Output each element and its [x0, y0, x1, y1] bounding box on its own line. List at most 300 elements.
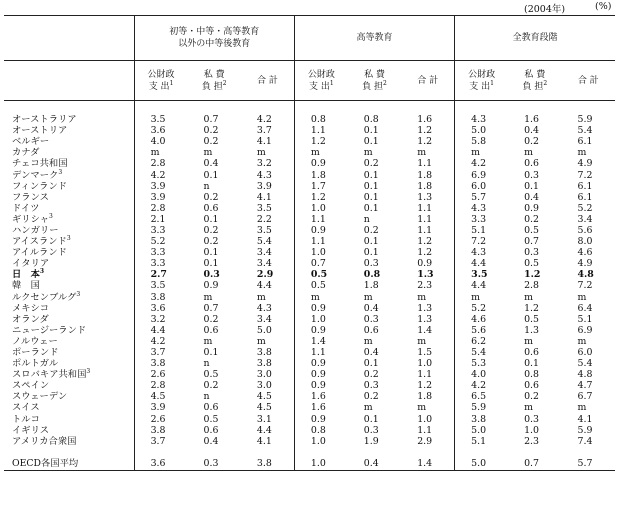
- value-cell: 0.9: [203, 280, 219, 292]
- table-row: [4, 114, 615, 125]
- value-cell: m: [134, 147, 187, 158]
- spacer-row: [4, 447, 615, 458]
- value-cell: 0.7: [203, 114, 219, 126]
- value-cell: 0.5: [524, 313, 540, 325]
- value-cell: 4.9: [577, 158, 593, 170]
- value-cell: 3.8: [134, 358, 187, 369]
- value-cell: 1.8: [417, 180, 433, 192]
- spacer-row: [4, 101, 615, 115]
- value-cell: 3.6: [134, 125, 187, 136]
- value-cell: 3.8: [455, 414, 508, 425]
- value-cell: 1.4: [294, 336, 347, 347]
- country-cell: フランス: [12, 191, 49, 203]
- group-header-tertiary: 高等教育: [294, 16, 454, 61]
- value-cell: 6.9: [455, 169, 508, 180]
- value-cell: 4.8: [577, 269, 594, 281]
- value-cell: m: [455, 147, 508, 158]
- value-cell: 2.8: [134, 158, 187, 169]
- value-cell: 3.9: [256, 180, 272, 192]
- value-cell: m: [294, 147, 347, 158]
- value-cell: 5.0: [455, 125, 508, 136]
- value-cell: 1.2: [417, 247, 433, 259]
- value-cell: 4.9: [577, 258, 593, 270]
- value-cell: 1.8: [417, 391, 433, 403]
- value-cell: 1.2: [417, 125, 433, 137]
- value-cell: 6.2: [455, 336, 508, 347]
- value-cell: 0.2: [203, 136, 219, 148]
- value-cell: 4.0: [455, 369, 508, 380]
- value-cell: 5.6: [577, 224, 593, 236]
- value-cell: 0.5: [294, 269, 347, 280]
- value-cell: 0.7: [508, 458, 561, 471]
- value-cell: 2.7: [134, 269, 187, 280]
- value-cell: 0.9: [294, 325, 347, 336]
- value-cell: 0.3: [363, 380, 379, 392]
- value-cell: 4.1: [256, 136, 272, 148]
- value-cell: 3.5: [256, 224, 272, 236]
- value-cell: 1.1: [417, 424, 433, 436]
- value-cell: 4.2: [455, 380, 508, 391]
- value-cell: m: [203, 335, 213, 347]
- value-cell: 1.6: [294, 391, 347, 402]
- value-cell: 0.6: [524, 380, 540, 392]
- value-cell: 7.2: [577, 280, 593, 292]
- value-cell: 0.1: [363, 191, 379, 203]
- sub-header-g2-c1: 私 費 負 担$^2$: [508, 61, 561, 101]
- value-cell: 5.0: [455, 425, 508, 436]
- sub-header-g2-c0: 公財政 支 出$^1$: [455, 61, 508, 101]
- value-cell: 0.1: [363, 358, 379, 370]
- sub-header-g0-c1: 私 費 負 担$^2$: [188, 61, 241, 101]
- value-cell: n: [203, 391, 210, 403]
- value-cell: 0.1: [363, 236, 379, 248]
- table-row: [4, 336, 615, 347]
- value-cell: 8.0: [577, 236, 593, 248]
- country-cell: イタリア: [12, 258, 50, 270]
- value-cell: 4.2: [134, 169, 187, 180]
- country-cell: ベルギー: [12, 136, 50, 148]
- value-cell: 0.2: [363, 158, 379, 170]
- value-cell: 2.9: [256, 269, 274, 281]
- table-row: [4, 192, 615, 203]
- value-cell: 1.0: [294, 458, 347, 471]
- value-cell: 3.5: [455, 269, 508, 280]
- value-cell: 0.2: [363, 224, 379, 236]
- value-cell: m: [256, 335, 266, 347]
- value-cell: 3.5: [134, 280, 187, 291]
- value-cell: 3.2: [134, 314, 187, 325]
- value-cell: 5.2: [577, 202, 593, 214]
- value-cell: 0.2: [524, 391, 540, 403]
- value-cell: m: [294, 292, 347, 303]
- value-cell: m: [417, 335, 427, 347]
- value-cell: 3.7: [134, 347, 187, 358]
- value-cell: 1.8: [294, 169, 347, 180]
- education-expenditure-table: [4, 15, 615, 471]
- value-cell: 3.9: [134, 181, 187, 192]
- value-cell: 4.3: [455, 203, 508, 214]
- value-cell: 1.2: [294, 136, 347, 147]
- value-cell: 5.8: [455, 136, 508, 147]
- value-cell: 0.4: [524, 191, 540, 203]
- value-cell: m: [256, 147, 266, 159]
- value-cell: 0.9: [417, 258, 433, 270]
- value-cell: 0.1: [363, 180, 379, 192]
- value-cell: 3.0: [256, 369, 272, 381]
- value-cell: 3.4: [256, 313, 272, 325]
- value-cell: m: [203, 291, 213, 303]
- country-cell: ルクセンブルグ$^3$: [12, 290, 81, 303]
- sub-header-g1-c0: 公財政 支 出$^1$: [294, 61, 347, 101]
- value-cell: 1.2: [417, 236, 433, 248]
- value-cell: 2.2: [256, 213, 272, 225]
- value-cell: 3.8: [134, 292, 187, 303]
- value-cell: 1.0: [294, 203, 347, 214]
- country-cell: カナダ: [12, 147, 40, 159]
- value-cell: 1.1: [294, 347, 347, 358]
- value-cell: m: [417, 147, 427, 159]
- value-cell: 0.9: [294, 358, 347, 369]
- value-cell: 1.0: [294, 436, 347, 447]
- table-row: [4, 125, 615, 136]
- value-cell: 7.2: [455, 236, 508, 247]
- value-cell: 0.1: [363, 202, 379, 214]
- country-cell: ノルウェー: [12, 335, 58, 347]
- value-cell: 1.9: [363, 435, 379, 447]
- value-cell: 1.6: [417, 114, 433, 126]
- table-row: [4, 292, 615, 303]
- country-cell: ハンガリー: [12, 224, 59, 236]
- value-cell: 0.2: [203, 191, 219, 203]
- value-cell: 6.1: [577, 191, 593, 203]
- value-cell: 6.1: [577, 136, 593, 148]
- value-cell: 0.1: [203, 169, 219, 181]
- value-cell: 3.4: [256, 258, 272, 270]
- value-cell: 6.4: [577, 302, 593, 314]
- value-cell: 0.2: [363, 391, 379, 403]
- value-cell: 1.1: [417, 158, 433, 170]
- value-cell: 4.2: [134, 336, 187, 347]
- value-cell: 0.6: [203, 324, 219, 336]
- value-cell: 0.8: [294, 425, 347, 436]
- value-cell: 4.6: [577, 247, 593, 259]
- value-cell: 2.6: [134, 369, 187, 380]
- value-cell: 4.0: [134, 136, 187, 147]
- country-cell: ポーランド: [12, 347, 59, 359]
- country-cell: スウェーデン: [12, 391, 68, 403]
- value-cell: 2.3: [524, 435, 540, 447]
- country-cell: ギリシャ$^3$: [12, 212, 53, 225]
- value-cell: 5.4: [256, 236, 272, 248]
- value-cell: 6.5: [455, 391, 508, 402]
- table-row: [4, 181, 615, 192]
- value-cell: m: [577, 335, 587, 347]
- value-cell: 0.1: [363, 169, 379, 181]
- value-cell: 6.0: [577, 347, 593, 359]
- value-cell: 0.6: [524, 347, 540, 359]
- value-cell: m: [363, 147, 373, 159]
- table-row: [4, 380, 615, 391]
- value-cell: m: [524, 335, 533, 347]
- value-cell: 5.2: [134, 236, 187, 247]
- value-cell: 0.4: [203, 435, 219, 447]
- table-row: [4, 258, 615, 269]
- value-cell: m: [524, 402, 533, 414]
- value-cell: 1.7: [294, 181, 347, 192]
- value-cell: m: [363, 291, 373, 303]
- value-cell: 1.1: [294, 125, 347, 136]
- value-cell: 3.3: [455, 214, 508, 225]
- value-cell: 6.1: [577, 180, 593, 192]
- value-cell: 6.7: [577, 391, 593, 403]
- value-cell: 0.9: [294, 380, 347, 391]
- table-row: [4, 136, 615, 147]
- value-cell: 1.5: [417, 347, 433, 359]
- value-cell: 1.3: [417, 269, 434, 281]
- value-cell: 0.9: [294, 369, 347, 380]
- value-cell: 6.9: [577, 324, 593, 336]
- value-cell: 2.8: [134, 380, 187, 391]
- value-cell: 4.3: [256, 302, 272, 314]
- table-row: [4, 325, 615, 336]
- table-row: [4, 169, 615, 180]
- value-cell: m: [203, 147, 213, 159]
- value-cell: 2.3: [417, 280, 433, 292]
- value-cell: n: [203, 358, 210, 370]
- value-cell: 3.8: [241, 458, 294, 471]
- group-header-all-levels: 全教育段階: [455, 16, 615, 61]
- country-cell: オランダ: [12, 313, 49, 325]
- country-cell: ポルトガル: [12, 358, 59, 370]
- value-cell: 0.9: [524, 202, 540, 214]
- sub-header-g1-c1: 私 費 負 担$^2$: [348, 61, 401, 101]
- value-cell: 0.4: [524, 125, 540, 137]
- value-cell: m: [577, 147, 587, 159]
- group-header-row: [4, 16, 615, 61]
- value-cell: 2.1: [134, 214, 187, 225]
- value-cell: 4.4: [256, 280, 272, 292]
- value-cell: 0.5: [203, 369, 219, 381]
- table-row: [4, 280, 615, 291]
- value-cell: 1.3: [417, 313, 433, 325]
- value-cell: 4.4: [256, 424, 272, 436]
- value-cell: 3.6: [134, 458, 187, 471]
- table-row: [4, 225, 615, 236]
- country-cell: 日 本$^3$: [12, 268, 45, 281]
- country-cell: アメリカ合衆国: [12, 435, 77, 447]
- country-cell: 韓 国: [12, 280, 40, 292]
- value-cell: 0.9: [294, 225, 347, 236]
- value-cell: 0.7: [294, 258, 347, 269]
- value-cell: 0.1: [203, 347, 219, 359]
- country-cell: アイルランド: [12, 247, 67, 259]
- value-cell: 5.4: [577, 358, 593, 370]
- value-cell: 4.2: [256, 114, 272, 126]
- value-cell: n: [203, 180, 210, 192]
- value-cell: 4.5: [256, 391, 272, 403]
- value-cell: 3.4: [256, 247, 272, 259]
- table-row: [4, 303, 615, 314]
- value-cell: 1.1: [294, 214, 347, 225]
- value-cell: m: [363, 335, 373, 347]
- value-cell: 1.1: [417, 224, 433, 236]
- value-cell: 5.1: [455, 225, 508, 236]
- value-cell: 5.4: [577, 125, 593, 137]
- table-row: [4, 147, 615, 158]
- value-cell: 0.6: [203, 402, 219, 414]
- value-cell: 4.7: [577, 380, 593, 392]
- value-cell: 3.9: [134, 192, 187, 203]
- value-cell: 4.4: [134, 325, 187, 336]
- value-cell: 0.1: [524, 180, 540, 192]
- value-cell: 4.4: [455, 280, 508, 291]
- table-row: [4, 436, 615, 447]
- value-cell: 7.4: [577, 435, 593, 447]
- country-cell: チェコ共和国: [12, 158, 68, 170]
- country-cell: ドイツ: [12, 202, 40, 214]
- country-cell: オーストラリア: [12, 114, 77, 126]
- value-cell: 3.3: [134, 258, 187, 269]
- value-cell: 3.8: [256, 358, 272, 370]
- table-row: [4, 247, 615, 258]
- value-cell: 0.3: [363, 258, 379, 270]
- value-cell: 1.1: [417, 213, 433, 225]
- value-cell: 0.5: [524, 224, 540, 236]
- value-cell: 1.6: [524, 114, 540, 126]
- value-cell: 0.5: [294, 280, 347, 291]
- sub-header-g1-c2: 合 計: [401, 61, 454, 101]
- value-cell: 5.3: [455, 358, 508, 369]
- value-cell: 5.9: [577, 114, 593, 126]
- unit-note: (%): [595, 1, 612, 12]
- value-cell: 0.3: [524, 169, 540, 181]
- value-cell: 1.2: [417, 136, 433, 148]
- value-cell: 5.9: [455, 402, 508, 413]
- table-row: [4, 402, 615, 413]
- value-cell: 3.6: [134, 303, 187, 314]
- value-cell: 0.4: [203, 158, 219, 170]
- value-cell: 1.2: [294, 192, 347, 203]
- sub-header-g2-c2: 合 計: [562, 61, 615, 101]
- sub-header-row: [4, 61, 615, 101]
- value-cell: 0.1: [363, 136, 379, 148]
- value-cell: 0.1: [203, 247, 219, 259]
- value-cell: 4.4: [455, 258, 508, 269]
- table-row: [4, 269, 615, 280]
- group-header-non-tertiary: 初等・中等・高等教育 以外の中等後教育: [134, 16, 294, 61]
- country-cell: スイス: [12, 402, 40, 414]
- country-cell: デンマーク$^3$: [12, 168, 63, 181]
- value-cell: 3.2: [256, 158, 272, 170]
- value-cell: 0.4: [348, 458, 401, 471]
- value-cell: m: [577, 402, 587, 414]
- table-row: [4, 158, 615, 169]
- value-cell: 1.3: [417, 191, 433, 203]
- value-cell: 0.3: [363, 313, 379, 325]
- value-cell: 4.1: [256, 435, 272, 447]
- value-cell: 1.6: [294, 402, 347, 413]
- value-cell: 0.1: [363, 413, 379, 425]
- country-cell: イギリス: [12, 424, 50, 436]
- value-cell: 0.2: [203, 313, 219, 325]
- value-cell: 0.4: [363, 347, 379, 359]
- country-cell: スペイン: [12, 380, 50, 392]
- value-cell: 1.4: [401, 458, 454, 471]
- value-cell: 1.4: [417, 324, 433, 336]
- value-cell: 0.5: [524, 258, 540, 270]
- value-cell: m: [524, 291, 533, 303]
- value-cell: 0.2: [203, 380, 219, 392]
- table-row: [4, 414, 615, 425]
- value-cell: 4.2: [455, 158, 508, 169]
- value-cell: 0.8: [524, 369, 540, 381]
- value-cell: 1.0: [524, 424, 540, 436]
- value-cell: 0.8: [363, 269, 381, 281]
- table-row: [4, 358, 615, 369]
- value-cell: 1.1: [417, 202, 433, 214]
- value-cell: 3.7: [134, 436, 187, 447]
- value-cell: 0.2: [203, 125, 219, 137]
- value-cell: 1.1: [294, 236, 347, 247]
- value-cell: 0.2: [203, 224, 219, 236]
- value-cell: 0.9: [294, 414, 347, 425]
- table-row: [4, 236, 615, 247]
- value-cell: 3.8: [256, 347, 272, 359]
- value-cell: 1.2: [417, 380, 433, 392]
- table-row: [4, 203, 615, 214]
- value-cell: 0.9: [294, 303, 347, 314]
- value-cell: 0.2: [203, 236, 219, 248]
- value-cell: 0.9: [294, 158, 347, 169]
- value-cell: 3.5: [256, 202, 272, 214]
- value-cell: 1.3: [524, 324, 540, 336]
- value-cell: 4.3: [455, 247, 508, 258]
- value-cell: 3.5: [134, 114, 187, 125]
- value-cell: 0.3: [524, 247, 540, 259]
- value-cell: 4.5: [134, 391, 187, 402]
- value-cell: 0.4: [363, 302, 379, 314]
- value-cell: 5.1: [455, 436, 508, 447]
- corner-sub-cell: [4, 61, 134, 101]
- value-cell: 4.6: [455, 314, 508, 325]
- value-cell: 5.7: [562, 458, 615, 471]
- value-cell: n: [363, 213, 370, 225]
- value-cell: 3.3: [134, 225, 187, 236]
- value-cell: 1.1: [417, 369, 433, 381]
- value-cell: 2.6: [134, 414, 187, 425]
- value-cell: 3.9: [134, 402, 187, 413]
- country-cell: メキシコ: [12, 302, 50, 314]
- value-cell: m: [417, 402, 427, 414]
- value-cell: 5.2: [455, 303, 508, 314]
- value-cell: 0.6: [524, 158, 540, 170]
- value-cell: 4.3: [455, 114, 508, 125]
- value-cell: 5.7: [455, 192, 508, 203]
- value-cell: 3.8: [134, 425, 187, 436]
- value-cell: m: [577, 291, 587, 303]
- country-cell: フィンランド: [12, 180, 68, 192]
- value-cell: 2.8: [134, 203, 187, 214]
- value-cell: 0.1: [203, 213, 219, 225]
- value-cell: 4.5: [256, 402, 272, 414]
- value-cell: 0.3: [188, 458, 241, 471]
- value-cell: 0.5: [203, 413, 219, 425]
- value-cell: 0.3: [203, 269, 220, 281]
- value-cell: m: [455, 292, 508, 303]
- value-cell: 4.8: [577, 369, 593, 381]
- value-cell: 0.6: [203, 424, 219, 436]
- value-cell: 1.0: [417, 358, 433, 370]
